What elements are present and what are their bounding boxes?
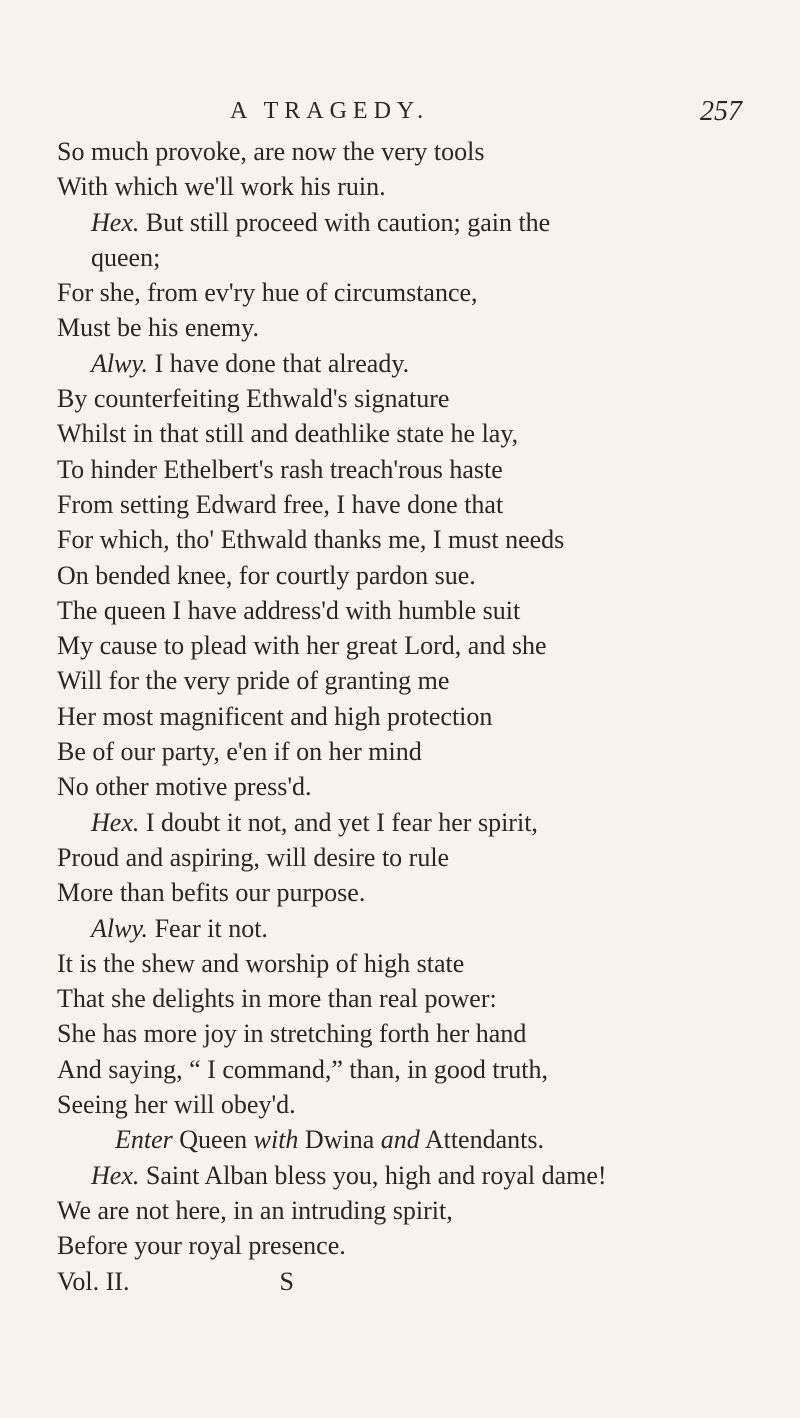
page-footer bbox=[57, 1264, 777, 1299]
verse-line bbox=[57, 346, 777, 381]
verse-line bbox=[57, 911, 777, 946]
stage-direction-part: and bbox=[380, 1125, 420, 1155]
verse-line: She has more joy in stretching forth her hand bbox=[57, 1019, 527, 1049]
speech-text: I have done that already. bbox=[148, 348, 410, 378]
verse-line: That she delights in more than real power: bbox=[57, 984, 497, 1014]
verse-line: For which, tho' Ethwald thanks me, I must needs bbox=[57, 525, 565, 555]
stage-direction bbox=[57, 1122, 777, 1157]
verse-line: The queen I have address'd with humble suit bbox=[57, 595, 521, 625]
verse-line: On bended knee, for courtly pardon sue. bbox=[57, 560, 476, 590]
verse-line: So much provoke, are now the very tools bbox=[57, 137, 485, 166]
speech-text: I doubt it not, and yet I fear her spirit, bbox=[139, 807, 538, 837]
speech-text: Fear it not. bbox=[148, 913, 268, 943]
speaker-name: Alwy. bbox=[91, 913, 149, 943]
verse-line: Whilst in that still and deathlike state he lay, bbox=[57, 419, 519, 449]
signature-mark: S bbox=[279, 1266, 294, 1296]
speech-text: Saint Alban bless you, high and royal dame! bbox=[139, 1160, 607, 1190]
verse-line: No other motive press'd. bbox=[57, 772, 312, 802]
speaker-name: Hex. bbox=[91, 1160, 140, 1190]
running-head: A TRAGEDY. bbox=[230, 98, 430, 124]
verse-text bbox=[57, 134, 777, 1299]
verse-line: Will for the very pride of granting me bbox=[57, 666, 450, 696]
verse-line bbox=[57, 1158, 777, 1193]
verse-line bbox=[57, 205, 777, 240]
verse-line: It is the shew and worship of high state bbox=[57, 948, 465, 978]
stage-direction-part: with bbox=[253, 1125, 299, 1155]
verse-line: For she, from ev'ry hue of circumstance, bbox=[57, 278, 478, 308]
verse-line: To hinder Ethelbert's rash treach'rous haste bbox=[57, 454, 503, 484]
verse-line: Proud and aspiring, will desire to rule bbox=[57, 842, 450, 872]
stage-direction-part: Enter bbox=[115, 1125, 173, 1155]
verse-line: Her most magnificent and high protection bbox=[57, 701, 493, 731]
stage-direction-part: Queen bbox=[172, 1125, 254, 1155]
verse-line: From setting Edward free, I have done that bbox=[57, 489, 504, 519]
volume-label: Vol. II. bbox=[57, 1266, 130, 1296]
page-number: 257 bbox=[700, 96, 742, 127]
verse-line: Be of our party, e'en if on her mind bbox=[57, 737, 422, 767]
verse-line bbox=[57, 805, 777, 840]
verse-line: By counterfeiting Ethwald's signature bbox=[57, 384, 450, 414]
verse-line: And saying, “ I command,” than, in good truth, bbox=[57, 1054, 549, 1084]
speaker-name: Hex. bbox=[91, 207, 140, 237]
verse-line: Must be his enemy. bbox=[57, 313, 259, 343]
speaker-name: Alwy. bbox=[91, 348, 149, 378]
verse-line: Before your royal presence. bbox=[57, 1231, 346, 1261]
speaker-name: Hex. bbox=[91, 807, 140, 837]
speech-text: But still proceed with caution; gain the bbox=[139, 207, 551, 237]
verse-line: More than befits our purpose. bbox=[57, 878, 366, 908]
verse-line: We are not here, in an intruding spirit, bbox=[57, 1195, 453, 1225]
stage-direction-part: Attendants. bbox=[419, 1125, 544, 1155]
stage-direction-part: Dwina bbox=[298, 1125, 381, 1155]
verse-line: Seeing her will obey'd. bbox=[57, 1090, 296, 1120]
verse-line: My cause to plead with her great Lord, and she bbox=[57, 631, 547, 661]
verse-line: queen; bbox=[91, 242, 161, 272]
verse-line: With which we'll work his ruin. bbox=[57, 172, 386, 202]
